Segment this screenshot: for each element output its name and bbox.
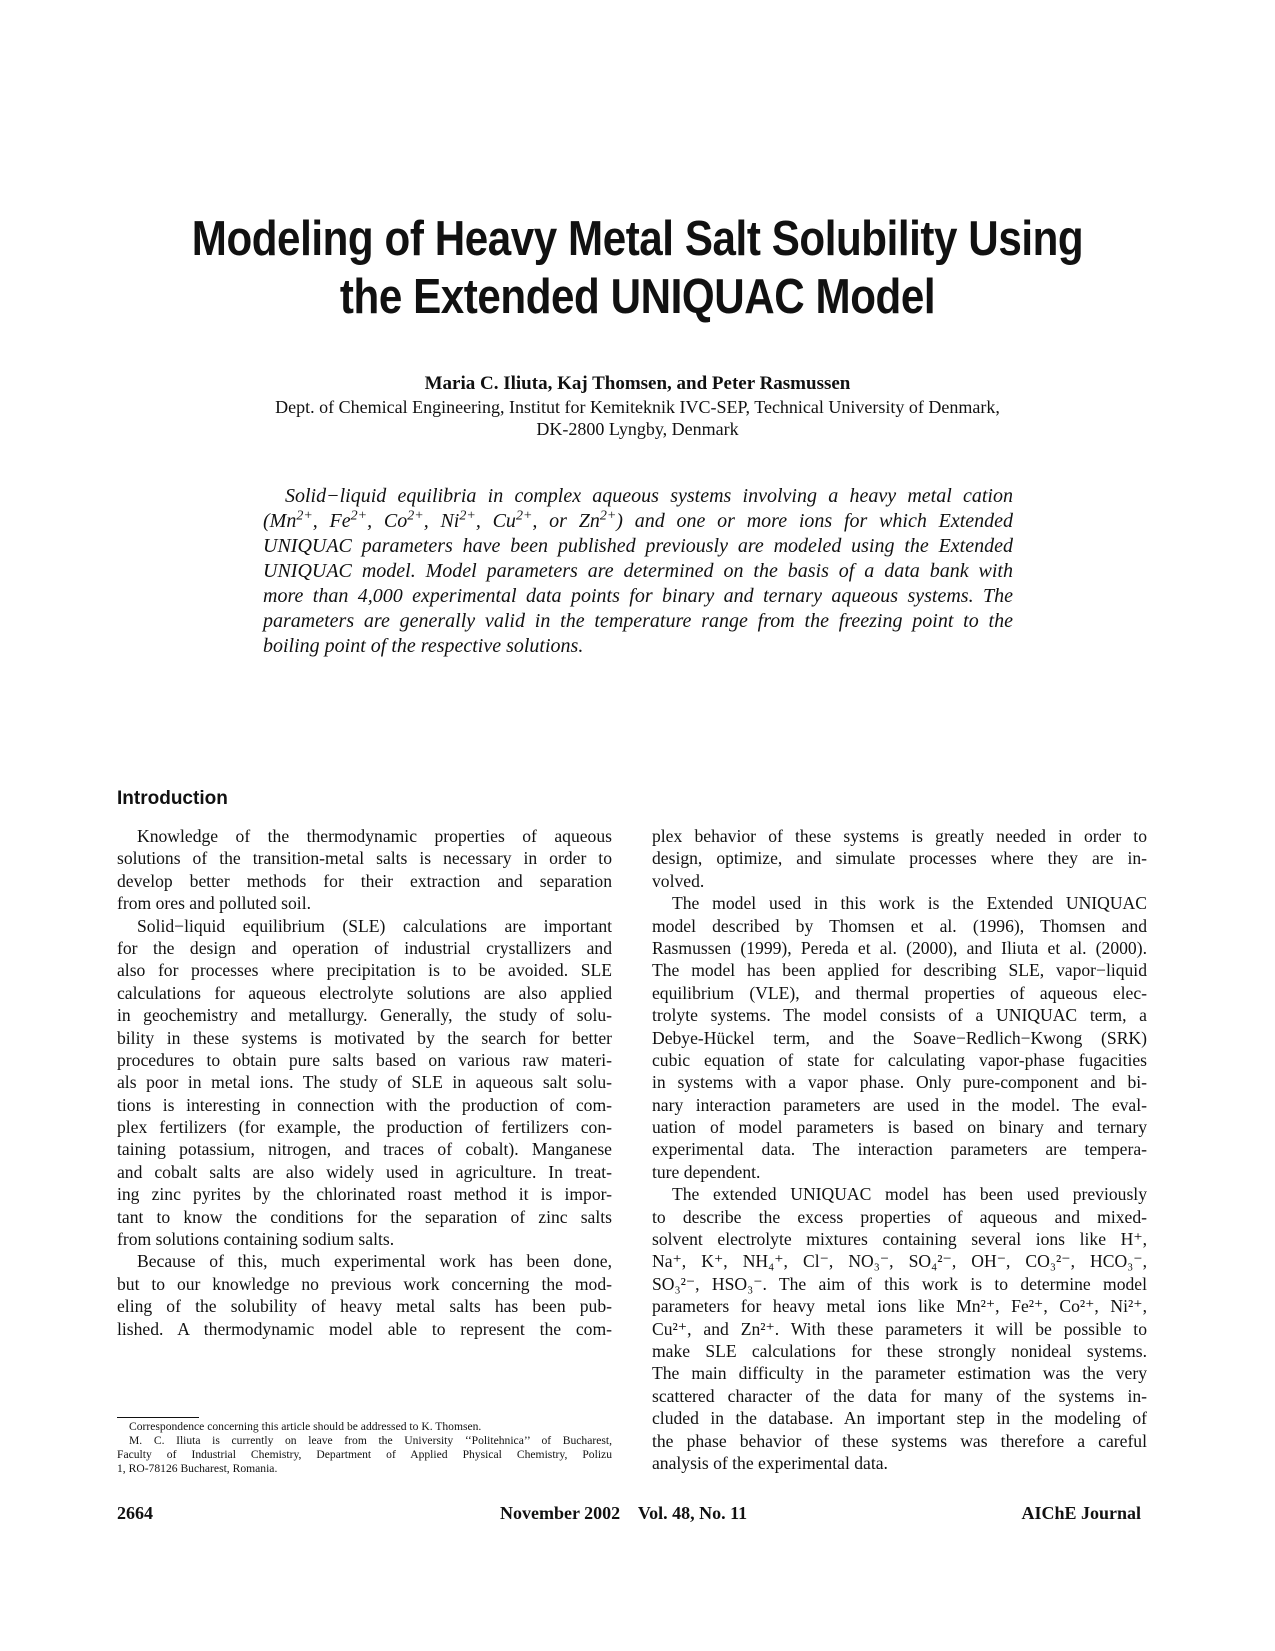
body-line: tant to know the conditions for the separation of zinc salts xyxy=(117,1206,612,1227)
body-line: procedures to obtain pure salts based on various raw materi- xyxy=(117,1049,612,1070)
abstract-line: UNIQUAC parameters have been published previously are modeled using the Extended xyxy=(263,535,1013,557)
body-line: The main difficulty in the parameter estimation was the very xyxy=(652,1363,1147,1384)
body-line: nary interaction parameters are used in the model. The eval- xyxy=(652,1094,1147,1115)
section-heading-introduction: Introduction xyxy=(117,788,228,809)
body-line: Knowledge of the thermodynamic properties of aqueous xyxy=(137,826,612,846)
body-line: also for processes where precipitation is to be avoided. SLE xyxy=(117,960,612,981)
body-line: Debye-Hückel term, and the Soave−Redlich−Kwong (SRK) xyxy=(652,1027,1147,1048)
body-line: als poor in metal ions. The study of SLE in aqueous salt solu- xyxy=(117,1072,612,1093)
body-line: Rasmussen (1999), Pereda et al. (2000), and Iliuta et al. (2000). xyxy=(652,937,1147,958)
body-line: The extended UNIQUAC model has been used previously xyxy=(672,1184,1147,1205)
body-line: cluded in the database. An important step in the modeling of xyxy=(652,1408,1147,1429)
body-line: design, optimize, and simulate processes where they are in- xyxy=(652,848,1147,869)
body-line: ing zinc pyrites by the chlorinated roast method it is impor- xyxy=(117,1184,612,1205)
body-line: The model used in this work is the Extended UNIQUAC xyxy=(672,893,1147,914)
body-line: develop better methods for their extraction and separation xyxy=(117,870,612,891)
page-number: 2664 xyxy=(117,1503,153,1523)
body-line: but to our knowledge no previous work concerning the mod- xyxy=(117,1273,612,1294)
body-line: from ores and polluted soil. xyxy=(117,893,311,914)
abstract-line: Solid−liquid equilibria in complex aqueous systems involving a heavy metal cation xyxy=(285,485,1013,507)
affiliation-line-1: Dept. of Chemical Engineering, Institut for Kemiteknik IVC-SEP, Technical University of Denmark, xyxy=(275,397,1000,417)
body-line: calculations for aqueous electrolyte solutions are also applied xyxy=(117,982,612,1003)
body-line-ions: parameters for heavy metal ions like Mn²⁺, Fe²⁺, Co²⁺, Ni²⁺, xyxy=(652,1296,1147,1317)
body-line: scattered character of the data for many of the systems in- xyxy=(652,1385,1147,1406)
affiliation-line-2: DK-2800 Lyngby, Denmark xyxy=(536,419,739,439)
body-line: bility in these systems is motivated by the search for better xyxy=(117,1027,612,1048)
footnotes xyxy=(117,1420,612,1476)
body-line: The model has been applied for describing SLE, vapor−liquid xyxy=(652,960,1147,981)
body-line: and cobalt salts are also widely used in agriculture. In treat- xyxy=(117,1161,612,1182)
issue-info: November 2002 Vol. 48, No. 11 xyxy=(500,1503,748,1523)
left-column xyxy=(117,825,612,1340)
body-line: cubic equation of state for calculating vapor-phase fugacities xyxy=(652,1049,1147,1070)
right-column xyxy=(652,825,1147,1474)
footnote-divider xyxy=(117,1417,199,1418)
affiliation xyxy=(0,396,1275,440)
body-line: to describe the excess properties of aqueous and mixed- xyxy=(652,1206,1147,1227)
body-line: uation of model parameters is based on binary and ternary xyxy=(652,1117,1147,1138)
abstract-line: parameters are generally valid in the temperature range from the freezing point to the xyxy=(263,610,1013,632)
footnote-line: M. C. Iliuta is currently on leave from the University ‘‘Politehnica’’ of Bucharest, xyxy=(129,1434,612,1447)
body-line: analysis of the experimental data. xyxy=(652,1452,888,1473)
body-line: plex behavior of these systems is greatly needed in order to xyxy=(652,826,1147,846)
body-line: tions is interesting in connection with the production of com- xyxy=(117,1094,612,1115)
abstract xyxy=(263,484,1013,659)
title-line-2: the Extended UNIQUAC Model xyxy=(339,270,936,324)
abstract-line: UNIQUAC model. Model parameters are determined on the basis of a data bank with xyxy=(263,560,1013,582)
body-line-ions: SO₃²⁻, HSO₃⁻. The aim of this work is to determine model xyxy=(652,1273,1147,1294)
body-line: trolyte systems. The model consists of a UNIQUAC term, a xyxy=(652,1005,1147,1026)
body-line: ture dependent. xyxy=(652,1161,761,1182)
body-line: make SLE calculations for these strongly nonideal systems. xyxy=(652,1340,1147,1361)
body-line: for the design and operation of industrial crystallizers and xyxy=(117,937,612,958)
body-line-ions: Na⁺, K⁺, NH₄⁺, Cl⁻, NO₃⁻, SO₄²⁻, OH⁻, CO₃²⁻, HCO₃⁻, xyxy=(652,1251,1147,1272)
paper-title xyxy=(175,210,1100,326)
abstract-line: more than 4,000 experimental data points for binary and ternary aqueous systems. The xyxy=(263,585,1013,607)
body-line: eling of the solubility of heavy metal salts has been pub- xyxy=(117,1296,612,1317)
body-line: volved. xyxy=(652,870,705,891)
footnote-line: Faculty of Industrial Chemistry, Department of Applied Physical Chemistry, Polizu xyxy=(117,1448,612,1461)
body-line: lished. A thermodynamic model able to represent the com- xyxy=(117,1318,612,1339)
footnote-line: Correspondence concerning this article should be addressed to K. Thomsen. xyxy=(129,1420,482,1433)
footnote-line: 1, RO-78126 Bucharest, Romania. xyxy=(117,1462,278,1475)
title-line-1: Modeling of Heavy Metal Salt Solubility Using xyxy=(191,212,1084,266)
journal-name: AIChE Journal xyxy=(1021,1503,1141,1523)
abstract-line-ions: ($Mn^{2+}$, $Fe^{2+}$, $Co^{2+}$, $Ni^{2+}$, $Cu^{2+}$, or $Zn^{2+}$) and one or more ions for which Extended xyxy=(263,508,1014,532)
body-line: in geochemistry and metallurgy. Generally, the study of solu- xyxy=(117,1005,612,1026)
body-line: experimental data. The interaction parameters are tempera- xyxy=(652,1139,1147,1160)
body-line: Because of this, much experimental work has been done, xyxy=(137,1251,612,1272)
body-line: Solid−liquid equilibrium (SLE) calculations are important xyxy=(137,915,612,936)
body-line: in systems with a vapor phase. Only pure-component and bi- xyxy=(652,1072,1147,1093)
body-line: from solutions containing sodium salts. xyxy=(117,1229,395,1250)
body-line: solvent electrolyte mixtures containing several ions like H⁺, xyxy=(652,1229,1147,1250)
body-line: the phase behavior of these systems was therefore a careful xyxy=(652,1430,1147,1451)
body-line: model described by Thomsen et al. (1996), Thomsen and xyxy=(652,915,1147,936)
abstract-line: boiling point of the respective solutions. xyxy=(263,635,584,657)
body-line: equilibrium (VLE), and thermal properties of aqueous elec- xyxy=(652,982,1147,1003)
body-line: plex fertilizers (for example, the production of fertilizers con- xyxy=(117,1117,612,1138)
body-line: Cu²⁺, and Zn²⁺. With these parameters it will be possible to xyxy=(652,1318,1147,1339)
author-list: Maria C. Iliuta, Kaj Thomsen, and Peter Rasmussen xyxy=(424,373,851,394)
body-line: solutions of the transition-metal salts is necessary in order to xyxy=(117,848,612,869)
body-line: taining potassium, nitrogen, and traces of cobalt). Manganese xyxy=(117,1139,612,1160)
